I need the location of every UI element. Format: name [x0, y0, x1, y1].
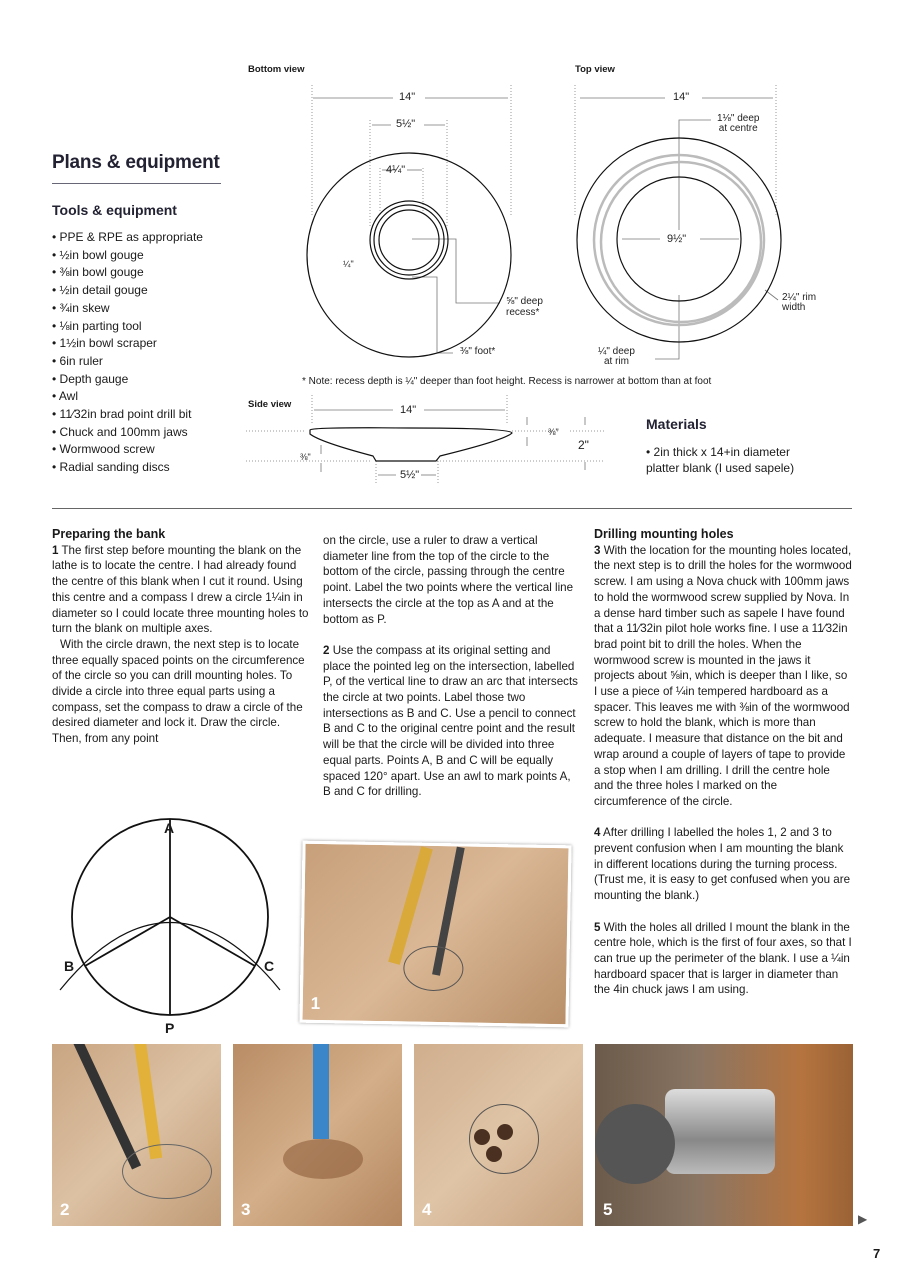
point-label-a: A [164, 820, 175, 836]
next-page-arrow[interactable]: ▶ [858, 1212, 868, 1226]
dim-text: 2¼" rim [782, 292, 817, 303]
paragraph: Use the compass at its original setting and place the pointed leg on the intersection, labelled P, of the vertical line to draw an arc that intersects the circle at two points. Label those two intersections as B and C. Use a pencil to connect B and C to the original centre point and the result will be that the circle will be divided into three equal parts. Points A, B and C will be equally spaced 120° apart. Use an awl to mark points A, B and C for drilling. [323, 643, 578, 799]
point-label-c: C [264, 958, 275, 974]
photo-step-4 [414, 1044, 583, 1226]
dim-label [782, 293, 816, 313]
tool-item: • PPE & RPE as appropriate [52, 229, 203, 247]
pencil-shape [134, 1044, 163, 1159]
headstock-shape [595, 1104, 675, 1184]
wood-shavings [283, 1139, 363, 1179]
tool-item: • 6in ruler [52, 353, 203, 371]
step-number: 4 [594, 826, 601, 840]
section-heading: Preparing the bank [52, 527, 166, 541]
photo-step-1 [299, 841, 571, 1028]
materials-heading: Materials [646, 416, 707, 432]
column-1 [52, 527, 310, 747]
tool-item: • Depth gauge [52, 371, 203, 389]
dim-label: 14" [399, 91, 416, 103]
materials-list [646, 444, 821, 476]
page-number: 7 [873, 1246, 881, 1261]
tool-item: • ⅛in parting tool [52, 318, 203, 336]
paragraph: With the holes all drilled I mount the blank in the centre hole, which is the first of four axes, so that I can true up the perimeter of the blank. I use a ¼in hardboard spacer that is larger in diameter than the 4in chuck jaws I am using. [594, 920, 852, 997]
step-number: 2 [323, 643, 330, 657]
dim-label: 14" [673, 91, 690, 103]
point-label-p: P [165, 1020, 175, 1036]
dim-text: ¼" deep [598, 346, 635, 357]
tool-item: • Radial sanding discs [52, 459, 203, 477]
section-heading: Drilling mounting holes [594, 527, 734, 541]
dim-label [717, 114, 759, 134]
point-label-b: B [64, 958, 75, 974]
dim-label: 5½" [396, 118, 416, 130]
photo-number: 5 [603, 1200, 613, 1219]
step-number: 1 [52, 543, 59, 557]
step-number: 3 [594, 543, 601, 557]
compass-shape [73, 1044, 141, 1170]
hole [474, 1129, 490, 1145]
dim-label: ⅜" foot* [460, 346, 496, 357]
dim-label [598, 347, 635, 367]
bottom-view-label: Bottom view [248, 64, 305, 75]
photo-number: 3 [241, 1200, 251, 1219]
dim-text: recess* [506, 307, 540, 318]
tool-item: • Awl [52, 388, 203, 406]
dim-text: at rim [603, 356, 629, 367]
paragraph: The first step before mounting the blank on the lathe is to locate the centre. I had already found the centre of this blank when I cut it round. Using this centre and a compass I drew a circle 1¼in in diameter so I could locate three mounting holes to turn the blank on multiple axes. [52, 543, 309, 636]
dim-label: ⅜" [548, 427, 559, 437]
side-view-label: Side view [248, 399, 292, 410]
dim-text: 1⅛" deep [717, 113, 760, 124]
dim-label: ¼" [343, 259, 354, 269]
dim-text: ⅝" deep [506, 296, 543, 307]
photo-step-2 [52, 1044, 221, 1226]
tool-item: • Wormwood screw [52, 441, 203, 459]
paragraph: After drilling I labelled the holes 1, 2 and 3 to prevent confusion when I am mounting the blank in different locations during the turning process. (Trust me, it is easy to get confused when you are mounting the blank.) [594, 826, 851, 903]
top-view-label: Top view [575, 64, 615, 75]
drill-bit-shape [313, 1044, 329, 1139]
photo-number: 1 [310, 993, 321, 1013]
material-item: • 2in thick x 14+in diameter platter blank (I used sapele) [646, 444, 821, 476]
tool-item: • ⅜in bowl gouge [52, 264, 203, 282]
dim-label: 4¼" [386, 164, 406, 176]
photo-number: 2 [60, 1200, 70, 1219]
tools-heading: Tools & equipment [52, 202, 177, 218]
diagram-note: * Note: recess depth is ¼" deeper than foot height. Recess is narrower at bottom than at foot [302, 376, 712, 387]
photo-step-5 [595, 1044, 853, 1226]
dim-label: ⅜" [300, 452, 311, 462]
paragraph: With the location for the mounting holes located, the next step is to drill the holes for the wormwood screw. I am using a Nova chuck with 100mm jaws to hold the wormwood screw supplied by Nova. In a dense hard timber such as sapele I have found that a 11⁄32in pilot hole works fine. I use a 11⁄32in brad point bit to drill the holes. When the wormwood screw is mounted in the jaws it projects about ⅝in, which is deeper than I like, so I use a piece of ¼in tempered hardboard as a spacer. This leaves me with ⅜in of the wormwood screw to hold the blank, which is more than adequate. I measure that distance on the bit and wrap around a couple of layers of tape to provide a stop when I am drilling. I drill the centre hole and the three holes I marked on the circumference of the circle. [594, 543, 852, 808]
hole [497, 1124, 513, 1140]
dim-label: 14" [400, 404, 417, 416]
circle-division-diagram [50, 815, 290, 1040]
section-title: Plans & equipment [52, 152, 220, 173]
step-number: 5 [594, 920, 601, 934]
paragraph: on the circle, use a ruler to draw a vertical diameter line from the top of the circle to the bottom of the circle, passing through the centre point. Label the two points where the vertical line intersects the circle at the top as A and at the bottom as P. [323, 534, 574, 626]
tool-item: • Chuck and 100mm jaws [52, 424, 203, 442]
plan-drawings [0, 0, 905, 500]
tool-item: • 1½in bowl scraper [52, 335, 203, 353]
column-3 [594, 527, 852, 998]
paragraph: With the circle drawn, the next step is to locate three equally spaced points on the circumference of the circle so you can drill mounting holes. To divide a circle into three equal parts using a compass, set the compass to draw a circle of the desired diameter and lock it. Draw the circle. Then, from any point [52, 637, 305, 746]
dim-text: at centre [718, 123, 758, 134]
dim-label [506, 296, 543, 318]
tool-item: • 11⁄32in brad point drill bit [52, 406, 203, 424]
column-2 [323, 533, 581, 800]
drawn-circle [122, 1144, 212, 1199]
photo-number: 4 [422, 1200, 432, 1219]
dim-label: 2" [578, 438, 589, 452]
dim-text: width [782, 302, 806, 313]
drawn-circle [403, 945, 464, 991]
dim-label: 5½" [400, 469, 420, 481]
chuck-shape [665, 1089, 775, 1174]
dim-label: 9½" [667, 233, 687, 245]
hole [486, 1146, 502, 1162]
section-divider [52, 508, 852, 509]
photo-step-3 [233, 1044, 402, 1226]
tool-item: • ¾in skew [52, 300, 203, 318]
tool-item: • ½in bowl gouge [52, 247, 203, 265]
tool-item: • ½in detail gouge [52, 282, 203, 300]
